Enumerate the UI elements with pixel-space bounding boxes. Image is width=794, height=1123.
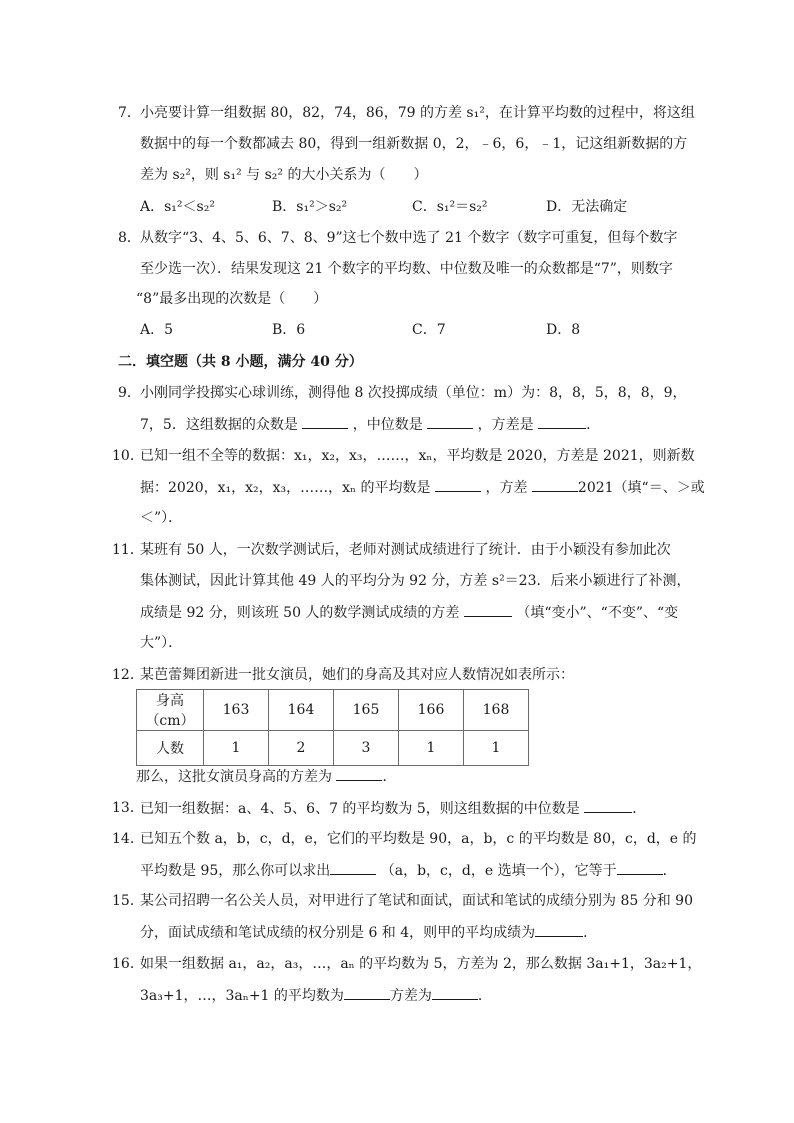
- table-cell: 1: [464, 731, 529, 766]
- question-number: 9．: [118, 385, 141, 401]
- choice-a[interactable]: A．5: [140, 322, 174, 338]
- question-number: 7．: [118, 105, 141, 121]
- question-number: 16．: [112, 956, 144, 972]
- table-cell: 1: [204, 731, 269, 766]
- table-row: [137, 731, 529, 766]
- question-text: 至少选一次）．结果发现这 21 个数字的平均数、中位数及唯一的众数都是“7”，则数字: [140, 261, 673, 277]
- question-text: 差为 s₂²，则 s₁² 与 s₂² 的大小关系为（ ）: [140, 167, 428, 183]
- table-header-cell: 身高（cm）: [137, 690, 204, 731]
- answer-blank[interactable]: [584, 798, 632, 813]
- question-text: ，方差是: [477, 417, 534, 433]
- answer-blank[interactable]: [330, 860, 376, 875]
- question-number: 15．: [112, 893, 144, 909]
- table-row: [137, 690, 529, 731]
- question-text: 某公司招聘一名公关人员，对甲进行了笔试和面试，面试和笔试的成绩分别为 85 分和 90: [140, 893, 693, 909]
- question-text: ．: [477, 988, 492, 1004]
- choice-b[interactable]: B．6: [272, 322, 306, 338]
- question-number: 8．: [118, 230, 141, 246]
- question-text: 从数字“3、4、5、6、7、8、9”这七个数中选了 21 个数字（数字可重复，但每个数字: [140, 230, 678, 246]
- question-text: 某班有 50 人，一次数学测试后，老师对测试成绩进行了统计．由于小颖没有参加此次: [140, 542, 671, 558]
- question-number: 10．: [112, 448, 144, 464]
- choice-d[interactable]: D．无法确定: [546, 199, 628, 215]
- question-text: 成绩是 92 分，则该班 50 人的数学测试成绩的方差: [140, 605, 460, 621]
- question-text: 7，5．这组数据的众数是: [140, 417, 298, 433]
- question-text: 某芭蕾舞团新进一批女演员，她们的身高及其对应人数情况如表所示：: [140, 667, 574, 683]
- question-text: 如果一组数据 a₁，a₂，a₃，…，aₙ 的平均数为 5，方差为 2，那么数据 3a₁+1，3a₂+1，: [140, 956, 702, 972]
- question-text: ，方差: [485, 480, 528, 496]
- question-number: 11．: [112, 542, 144, 558]
- question-text: （填“变小”、“不变”、“变: [516, 605, 679, 621]
- answer-blank[interactable]: [427, 414, 473, 429]
- question-number: 12．: [112, 667, 144, 683]
- question-text: 大”）．: [140, 635, 183, 651]
- question-text: 集体测试，因此计算其他 49 人的平均分为 92 分，方差 s²＝23．后来小颖进行了补测，: [140, 573, 691, 589]
- question-text: ＜”）．: [140, 510, 183, 526]
- table-cell: 166: [399, 690, 464, 731]
- question-text: ．: [586, 417, 601, 433]
- table-cell: 165: [334, 690, 399, 731]
- choice-d[interactable]: D．8: [546, 322, 581, 338]
- choice-c[interactable]: C．7: [412, 322, 446, 338]
- table-cell: 2: [269, 731, 334, 766]
- question-text: 方差为: [389, 988, 432, 1004]
- table-cell: 1: [399, 731, 464, 766]
- table-header-cell: 人数: [137, 731, 204, 766]
- answer-blank[interactable]: [344, 985, 390, 1000]
- question-text: 3a₃+1，…，3aₙ+1 的平均数为: [140, 988, 344, 1004]
- question-text: ．: [583, 925, 598, 941]
- question-text: 2021（填“＝、＞或: [577, 480, 705, 496]
- question-text: （a，b，c，d，e 选填一个），它等于: [380, 863, 617, 879]
- question-text: 那么，这批女演员身高的方差为: [136, 769, 332, 785]
- choice-b[interactable]: B．s₁²＞s₂²: [272, 199, 348, 215]
- table-cell: 168: [464, 690, 529, 731]
- answer-blank[interactable]: [538, 414, 586, 429]
- answer-blank[interactable]: [464, 602, 512, 617]
- answer-blank[interactable]: [617, 860, 663, 875]
- answer-blank[interactable]: [432, 985, 478, 1000]
- question-text: ．: [662, 863, 677, 879]
- question-text: 小刚同学投掷实心球训练，测得他 8 次投掷成绩（单位：m）为：8，8，5，8，8，9，: [140, 385, 687, 401]
- table-cell: 3: [334, 731, 399, 766]
- question-text: ．: [632, 801, 647, 817]
- question-text: 已知一组数据：a、4、5、6、7 的平均数为 5，则这组数据的中位数是: [140, 801, 580, 817]
- question-text: ，中位数是: [352, 417, 423, 433]
- question-text: ．: [382, 769, 397, 785]
- answer-blank[interactable]: [532, 477, 578, 492]
- table-cell: 164: [269, 690, 334, 731]
- answer-blank[interactable]: [535, 922, 583, 937]
- question-text: 小亮要计算一组数据 80，82，74，86，79 的方差 s₁²，在计算平均数的过程中，将这组: [140, 105, 695, 121]
- table-cell: 163: [204, 690, 269, 731]
- answer-blank[interactable]: [435, 477, 481, 492]
- data-table: [136, 689, 529, 766]
- section-heading: 二．填空题（共 8 小题，满分 40 分）: [118, 354, 363, 370]
- question-text: 平均数是 95，那么你可以求出: [140, 863, 331, 879]
- question-number: 14．: [112, 831, 144, 847]
- question-number: 13．: [112, 800, 144, 816]
- question-text: 据：2020，x₁，x₂，x₃，……，xₙ 的平均数是: [140, 480, 431, 496]
- question-text: 数据中的每一个数都减去 80，得到一组新数据 0，2，﹣6，6，﹣1，记这组新数据的方: [140, 136, 688, 152]
- choice-a[interactable]: A．s₁²＜s₂²: [140, 199, 215, 215]
- answer-blank[interactable]: [336, 766, 382, 781]
- question-text: 分，面试成绩和笔试成绩的权分别是 6 和 4，则甲的平均成绩为: [140, 925, 536, 941]
- answer-blank[interactable]: [302, 414, 348, 429]
- question-text: 已知一组不全等的数据：x₁，x₂，x₃，……，xₙ，平均数是 2020，方差是 2021，则新数: [140, 448, 695, 464]
- choice-c[interactable]: C．s₁²＝s₂²: [412, 199, 488, 215]
- question-text: “8”最多出现的次数是（ ）: [136, 291, 328, 307]
- question-text: 已知五个数 a，b，c，d，e，它们的平均数是 90，a，b，c 的平均数是 80，c，d，e 的: [140, 831, 697, 847]
